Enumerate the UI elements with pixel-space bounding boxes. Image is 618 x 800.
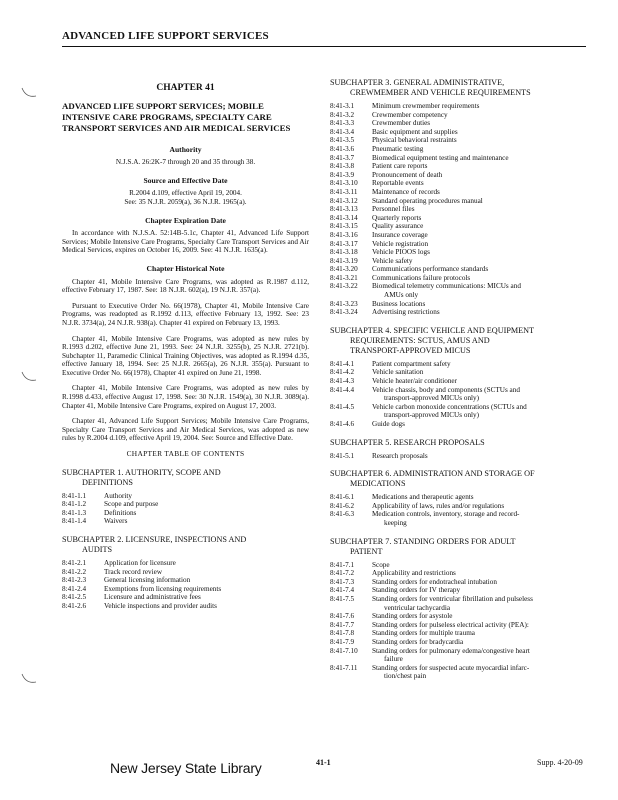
punch-mark-icon bbox=[20, 370, 40, 384]
toc-entry: 8:41-2.2 Track record review bbox=[62, 567, 163, 576]
toc-entry: 8:41-3.8 Patient care reports bbox=[330, 162, 428, 171]
toc-entry: 8:41-7.10 Standing orders for pulmonary edema/congestive heart failure bbox=[330, 646, 530, 664]
toc-entry: 8:41-3.11 Maintenance of records bbox=[330, 187, 440, 196]
toc-entry: 8:41-3.7 Biomedical equipment testing and maintenance bbox=[330, 153, 509, 162]
toc-entry: 8:41-4.5 Vehicle carbon monoxide concentrations (SCTUs and transport-approved MICUs only) bbox=[330, 402, 527, 420]
toc-entry: 8:41-3.15 Quality assurance bbox=[330, 222, 424, 231]
toc-entry: 8:41-1.2 Scope and purpose bbox=[62, 500, 159, 509]
toc-entry: 8:41-3.20 Communications performance standards bbox=[330, 265, 489, 274]
toc-entry: 8:41-7.7 Standing orders for pulseless electrical activity (PEA): bbox=[330, 620, 529, 629]
subchapter-heading: SUBCHAPTER 1. AUTHORITY, SCOPE AND DEFINITIONS bbox=[62, 467, 221, 487]
toc-entry: 8:41-3.18 Vehicle PIOOS logs bbox=[330, 248, 430, 257]
left-column bbox=[62, 78, 309, 611]
source-heading: Source and Effective Date bbox=[143, 175, 228, 185]
toc-entry: 8:41-1.3 Definitions bbox=[62, 508, 137, 517]
toc-entry: 8:41-3.22 Biomedical telemetry communications: MICUs and AMUs only bbox=[330, 282, 521, 300]
toc-entry: 8:41-4.4 Vehicle chassis, body and components (SCTUs and transport-approved MICUs only) bbox=[330, 385, 520, 403]
history-paragraph: Pursuant to Executive Order No. 66(1978), Chapter 41, Mobile Intensive Care Programs, was readopted as R.1992 d.113, effective February 13, 1992. See: 23 N.J.R. 3734(a), 24 N.J.R. 938(a). Chapter 41 expired on February 13, 1993. bbox=[62, 301, 309, 327]
toc-entry: 8:41-7.11 Standing orders for suspected acute myocardial infarc- tion/chest pain bbox=[330, 663, 530, 681]
toc-entry: 8:41-1.1 Authority bbox=[62, 491, 132, 500]
chapter-number: CHAPTER 41 bbox=[156, 83, 215, 93]
toc-entry: 8:41-7.3 Standing orders for endotracheal intubation bbox=[330, 577, 497, 586]
toc-entry: 8:41-4.1 Patient compartment safety bbox=[330, 359, 451, 368]
running-header: ADVANCED LIFE SUPPORT SERVICES bbox=[62, 30, 269, 42]
history-paragraph: Chapter 41, Mobile Intensive Care Programs, was adopted as new rules by R.1998 d.433, effective August 17, 1998. See: 30 N.J.R. 1549(a), 30 N.J.R. 3089(a). Chapter 41, Mobile Intensive Care Programs, expired on August 17, 2003. bbox=[62, 384, 309, 410]
toc-entry: 8:41-3.3 Crewmember duties bbox=[330, 119, 431, 128]
toc-entry: 8:41-3.24 Advertising restrictions bbox=[330, 308, 440, 317]
subchapter-heading: SUBCHAPTER 6. ADMINISTRATION AND STORAGE OF MEDICATIONS bbox=[330, 469, 535, 489]
toc-entry: 8:41-7.9 Standing orders for bradycardia bbox=[330, 637, 464, 646]
supplement-date: Supp. 4-20-09 bbox=[537, 758, 583, 767]
toc-entry: 8:41-6.3 Medication controls, inventory, storage and record- keeping bbox=[330, 510, 520, 527]
expiration-text: In accordance with N.J.S.A. 52:14B-5.1c, Chapter 41, Advanced Life Support Services; Mobile Intensive Care Programs, Specialty Care Transport Services and Air Medical Services, expires on October 16, 2009. See: 41 N.J.R. 1635(a). bbox=[62, 229, 309, 255]
toc-entry: 8:41-3.10 Reportable events bbox=[330, 179, 424, 188]
toc-entry: 8:41-2.1 Application for licensure bbox=[62, 559, 176, 567]
right-column bbox=[330, 78, 586, 681]
toc-entry: 8:41-2.6 Vehicle inspections and provider audits bbox=[62, 601, 217, 610]
toc-entry: 8:41-3.1 Minimum crewmember requirements bbox=[330, 102, 480, 110]
toc-entry: 8:41-3.6 Pneumatic testing bbox=[330, 144, 424, 153]
toc-entry: 8:41-4.2 Vehicle sanitation bbox=[330, 368, 424, 377]
toc-entry: 8:41-3.12 Standard operating procedures manual bbox=[330, 196, 483, 205]
toc-entry: 8:41-3.21 Communications failure protocols bbox=[330, 273, 471, 282]
history-paragraph: Chapter 41, Mobile Intensive Care Programs, was adopted as R.1987 d.112, effective February 17, 1987. See: 18 N.J.R. 602(a), 19 N.J.R. 357(a). bbox=[62, 277, 309, 295]
source-line: R.2004 d.109, effective April 19, 2004. bbox=[129, 189, 242, 198]
toc-heading: CHAPTER TABLE OF CONTENTS bbox=[126, 449, 245, 459]
history-paragraph: Chapter 41, Advanced Life Support Services; Mobile Intensive Care Programs, Specialty Care Transport Services and Air Medical Services, was adopted as new rules by R.2004 d.109, effective April 19, 2004. See: Source and Effective Date. bbox=[62, 417, 309, 443]
history-paragraph: Chapter 41, Mobile Intensive Care Programs, was adopted as new rules by R.1993 d.202, effective June 21, 1993. See: 24 N.J.R. 3255(b), 25 N.J.R. 2721(b). Subchapter 11, Paramedic Clinical Training Objectives, was adopted as R.1994 d.35, effective January 18, 1994. See: 25 N.J.R. 2665(a), 26 N.J.R. 355(a). Pursuant to Executive Order No. 66(1978), Chapter 41 expired on June 21, 1998. bbox=[62, 334, 309, 377]
toc-entry: 8:41-3.4 Basic equipment and supplies bbox=[330, 127, 458, 136]
toc-entry: 8:41-6.1 Medications and therapeutic agents bbox=[330, 493, 474, 502]
toc-entry: 8:41-2.4 Exemptions from licensing requirements bbox=[62, 584, 222, 593]
toc-entry: 8:41-3.16 Insurance coverage bbox=[330, 230, 428, 239]
punch-mark-icon bbox=[20, 672, 40, 686]
toc-entry: 8:41-7.1 Scope bbox=[330, 560, 390, 569]
toc-entry: 8:41-4.6 Guide dogs bbox=[330, 420, 405, 428]
subchapter-heading: SUBCHAPTER 3. GENERAL ADMINISTRATIVE, CREWMEMBER AND VEHICLE REQUIREMENTS bbox=[330, 78, 531, 97]
toc-entry: 8:41-3.5 Physical behavioral restraints bbox=[330, 136, 457, 145]
history-heading: Chapter Historical Note bbox=[146, 263, 225, 273]
toc-entry: 8:41-3.19 Vehicle safety bbox=[330, 256, 413, 265]
subchapter-heading: SUBCHAPTER 7. STANDING ORDERS FOR ADULT PATIENT bbox=[330, 536, 516, 556]
page-number: 41-1 bbox=[316, 758, 331, 767]
toc-entry: 8:41-3.13 Personnel files bbox=[330, 205, 415, 214]
subchapter-heading: SUBCHAPTER 4. SPECIFIC VEHICLE AND EQUIPMENT REQUIREMENTS: SCTUS, AMUS AND TRANSPORT-APPROVED MICUS bbox=[330, 325, 535, 355]
chapter-title: ADVANCED LIFE SUPPORT SERVICES; MOBILE INTENSIVE CARE PROGRAMS, SPECIALTY CARE TRANSPORT SERVICES AND AIR MEDICAL SERVICES bbox=[62, 100, 291, 133]
toc-entry: 8:41-7.2 Applicability and restrictions bbox=[330, 569, 456, 578]
toc-entry: 8:41-7.5 Standing orders for ventricular fibrillation and pulseless ventricular tachycardia bbox=[330, 594, 533, 612]
subchapter-heading: SUBCHAPTER 5. RESEARCH PROPOSALS bbox=[330, 437, 485, 447]
toc-entry: 8:41-2.5 Licensure and administrative fees bbox=[62, 593, 201, 602]
toc-entry: 8:41-3.14 Quarterly reports bbox=[330, 213, 422, 222]
punch-mark-icon bbox=[20, 86, 40, 100]
toc-entry: 8:41-6.2 Applicability of laws, rules and/or regulations bbox=[330, 501, 505, 510]
source-line: See: 35 N.J.R. 2059(a), 36 N.J.R. 1965(a). bbox=[124, 197, 247, 206]
toc-entry: 8:41-7.4 Standing orders for IV therapy bbox=[330, 586, 461, 595]
expiration-heading: Chapter Expiration Date bbox=[145, 215, 226, 225]
toc-entry: 8:41-3.23 Business locations bbox=[330, 299, 426, 308]
toc-entry: 8:41-3.17 Vehicle registration bbox=[330, 239, 429, 248]
authority-heading: Authority bbox=[169, 144, 202, 154]
toc-entry: 8:41-7.8 Standing orders for multiple trauma bbox=[330, 629, 475, 638]
header-rule bbox=[62, 46, 586, 47]
library-watermark: New Jersey State Library bbox=[110, 760, 262, 776]
toc-entry: 8:41-2.3 General licensing information bbox=[62, 576, 191, 585]
toc-entry: 8:41-1.4 Waivers bbox=[62, 517, 128, 526]
subchapter-heading: SUBCHAPTER 2. LICENSURE, INSPECTIONS AND AUDITS bbox=[62, 535, 247, 554]
authority-text: N.J.S.A. 26:2K-7 through 20 and 35 through 38. bbox=[115, 158, 256, 167]
toc-entry: 8:41-7.6 Standing orders for asystole bbox=[330, 612, 453, 621]
toc-entry: 8:41-3.9 Pronouncement of death bbox=[330, 170, 443, 179]
toc-entry: 8:41-3.2 Crewmember competency bbox=[330, 110, 448, 119]
toc-entry: 8:41-4.3 Vehicle heater/air conditioner bbox=[330, 377, 458, 386]
toc-entry: 8:41-5.1 Research proposals bbox=[330, 451, 428, 460]
